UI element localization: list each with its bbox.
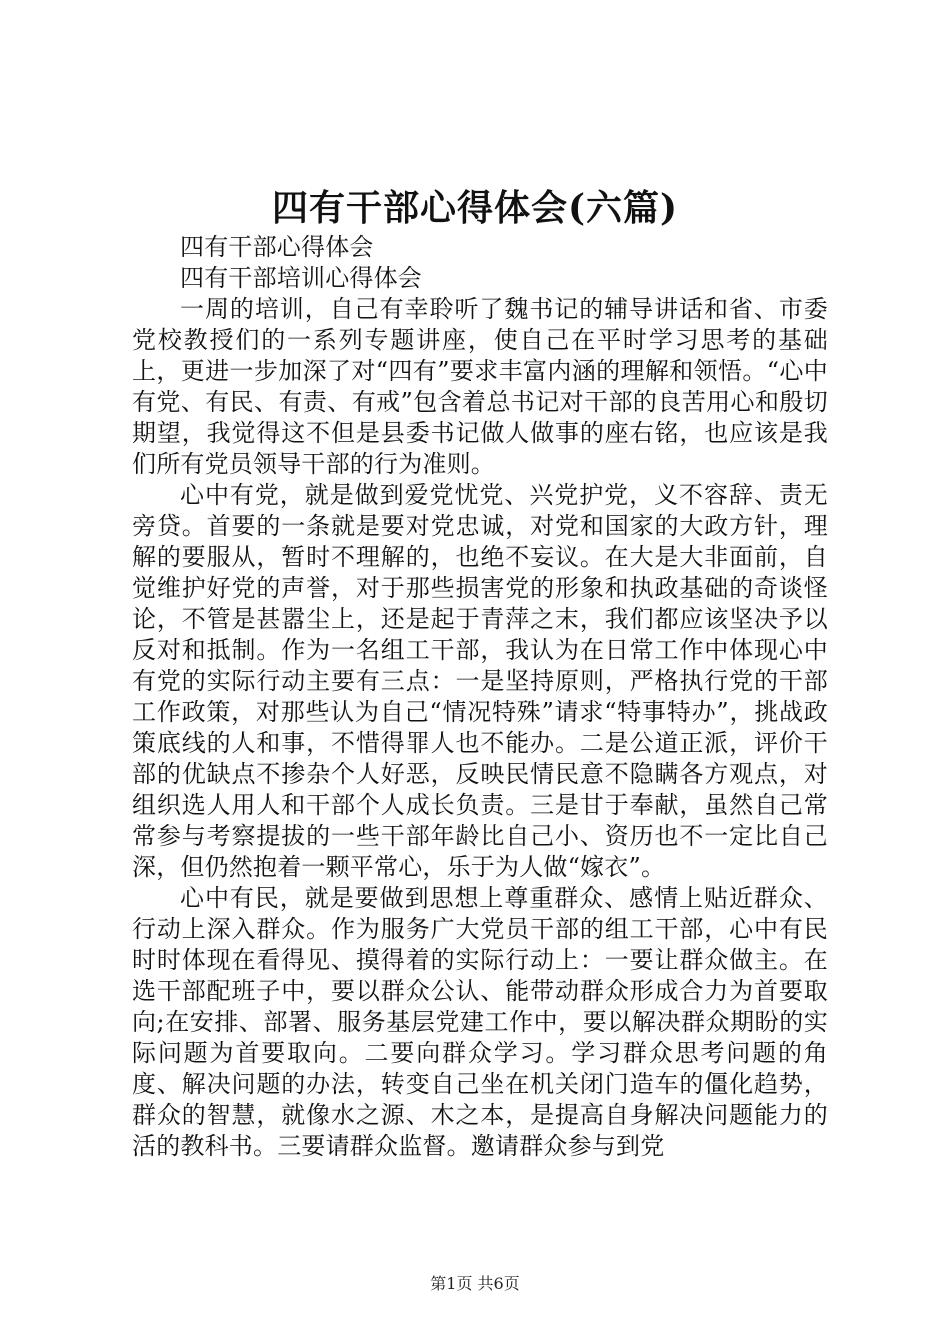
- paragraph-3: 心中有民，就是要做到思想上尊重群众、感情上贴近群众、行动上深入群众。作为服务广大党员干部的组工干部，心中有民时时体现在看得见、摸得着的实际行动上：一要让群众做主。在选干部配班子中，要以群众公认、能带动群众形成合力为首要取向;在安排、部署、服务基层党建工作中，要以解决群众期盼的实际问题为首要取向。二要向群众学习。学习群众思考问题的角度、解决问题的办法，转变自己坐在机关闭门造车的僵化趋势，群众的智慧，就像水之源、木之本，是提高自身解决问题能力的活的教科书。三要请群众监督。邀请群众参与到党: [132, 884, 828, 1160]
- paragraph-1: 一周的培训，自己有幸聆听了魏书记的辅导讲话和省、市委党校教授们的一系列专题讲座，使自己在平时学习思考的基础上，更进一步加深了对“四有”要求丰富内涵的理解和领悟。“心中有党、有民、有责、有戒”包含着总书记对干部的良苦用心和殷切期望，我觉得这不但是县委书记做人做事的座右铭，也应该是我们所有党员领导干部的行为准则。: [132, 295, 828, 478]
- section-title: 四有干部培训心得体会: [180, 264, 422, 292]
- document-subtitle: 四有干部心得体会: [180, 233, 374, 261]
- paragraph-2: 心中有党，就是做到爱党忧党、兴党护党，义不容辞、责无旁贷。首要的一条就是要对党忠诚，对党和国家的大政方针，理解的要服从，暂时不理解的，也绝不妄议。在大是大非面前，自觉维护好党的声誉，对于那些损害党的形象和执政基础的奇谈怪论，不管是甚嚣尘上，还是起于青萍之末，我们都应该坚决予以反对和抵制。作为一名组工干部，我认为在日常工作中体现心中有党的实际行动主要有三点：一是坚持原则，严格执行党的干部工作政策，对那些认为自己“情况特殊”请求“特事特办”，挑战政策底线的人和事，不惜得罪人也不能办。二是公道正派，评价干部的优缺点不掺杂个人好恶，反映民情民意不隐瞒各方观点，对组织选人用人和干部个人成长负责。三是甘于奉献，虽然自己常常参与考察提拔的一些干部年龄比自己小、资历也不一定比自己深，但仍然抱着一颗平常心，乐于为人做“嫁衣”。: [132, 481, 828, 881]
- document-body: [132, 232, 828, 1162]
- document-title: 四有干部心得体会(六篇): [271, 187, 679, 229]
- page-number-footer: 第1页 共6页: [430, 1274, 520, 1293]
